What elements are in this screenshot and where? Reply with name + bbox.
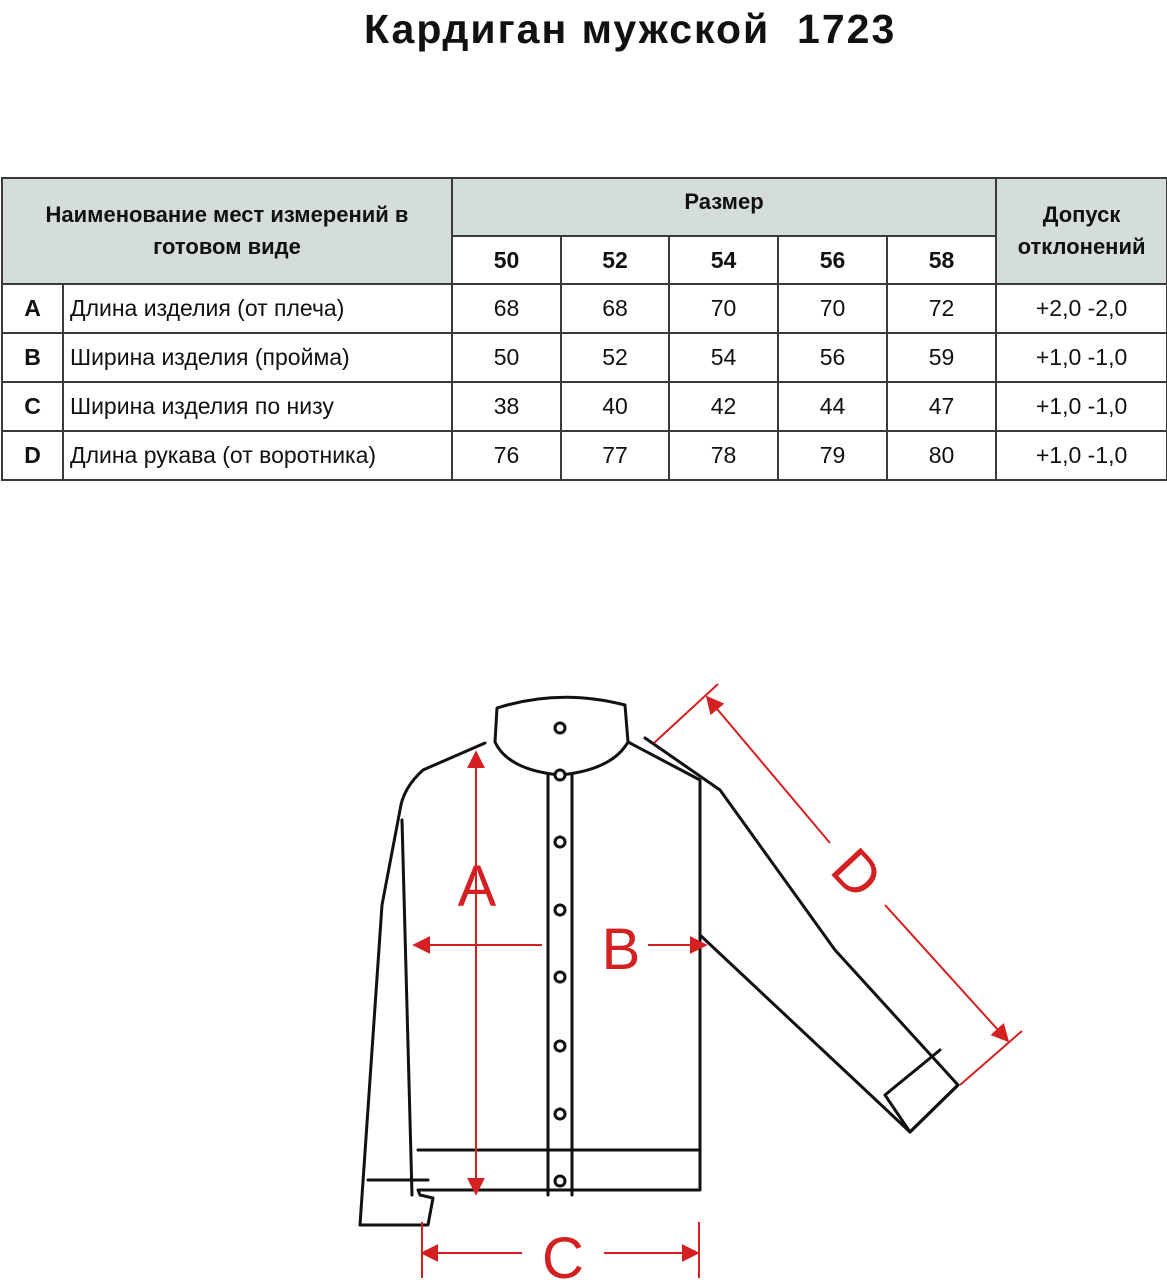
size-value: 78 [669,431,778,480]
button-icon [555,1041,565,1051]
size-value: 52 [561,333,669,382]
size-value: 68 [452,284,561,333]
size-value: 40 [561,382,669,431]
size-value: 77 [561,431,669,480]
button-icon [555,1176,565,1186]
tolerance-value: +1,0 -1,0 [996,333,1167,382]
collar-outline [495,697,628,775]
left-sleeve-seam [402,820,412,1195]
row-letter: D [2,431,63,480]
size-value: 42 [669,382,778,431]
size-value: 70 [669,284,778,333]
size-value: 68 [561,284,669,333]
measure-a-label: A [457,854,497,919]
size-column-header: 50 [452,236,561,284]
measure-d-line-bottom [885,905,1008,1041]
size-value: 47 [887,382,996,431]
size-value: 44 [778,382,887,431]
button-icon [555,770,565,780]
size-value: 80 [887,431,996,480]
row-label: Ширина изделия (пройма) [63,333,452,382]
button-icon [555,1109,565,1119]
size-column-header: 54 [669,236,778,284]
button-icon [555,905,565,915]
placket-buttons [555,723,565,1186]
size-column-header: 58 [887,236,996,284]
page-title: Кардиган мужской 1723 [364,6,897,52]
measure-c-label: C [542,1226,584,1280]
cardigan-outline [360,697,958,1225]
size-value: 76 [452,431,561,480]
size-value: 56 [778,333,887,382]
tolerance-value: +1,0 -1,0 [996,431,1167,480]
tolerance-header: Допуск отклонений [996,178,1167,284]
measure-b-label: B [601,917,641,982]
measure-d-tick-bottom [960,1031,1022,1085]
button-icon [555,723,565,733]
size-header-label: Размер [684,189,764,214]
size-value: 59 [887,333,996,382]
row-letter: A [2,284,63,333]
size-value: 54 [669,333,778,382]
row-label: Длина рукава (от воротника) [63,431,452,480]
size-value: 50 [452,333,561,382]
size-value: 70 [778,284,887,333]
measure-d-line-top [707,697,830,843]
size-value: 38 [452,382,561,431]
row-label: Ширина изделия по низу [63,382,452,431]
size-value: 79 [778,431,887,480]
size-value: 72 [887,284,996,333]
measure-d-label: D [818,835,895,911]
row-letter: C [2,382,63,431]
row-label: Длина изделия (от плеча) [63,284,452,333]
size-column-header: 56 [778,236,887,284]
measurement-name-header: Наименование мест измерений в готовом виде [2,178,452,284]
tolerance-value: +1,0 -1,0 [996,382,1167,431]
size-column-header: 52 [561,236,669,284]
button-icon [555,837,565,847]
measure-d-tick-top [654,684,718,743]
tolerance-value: +2,0 -2,0 [996,284,1167,333]
button-icon [555,972,565,982]
row-letter: B [2,333,63,382]
